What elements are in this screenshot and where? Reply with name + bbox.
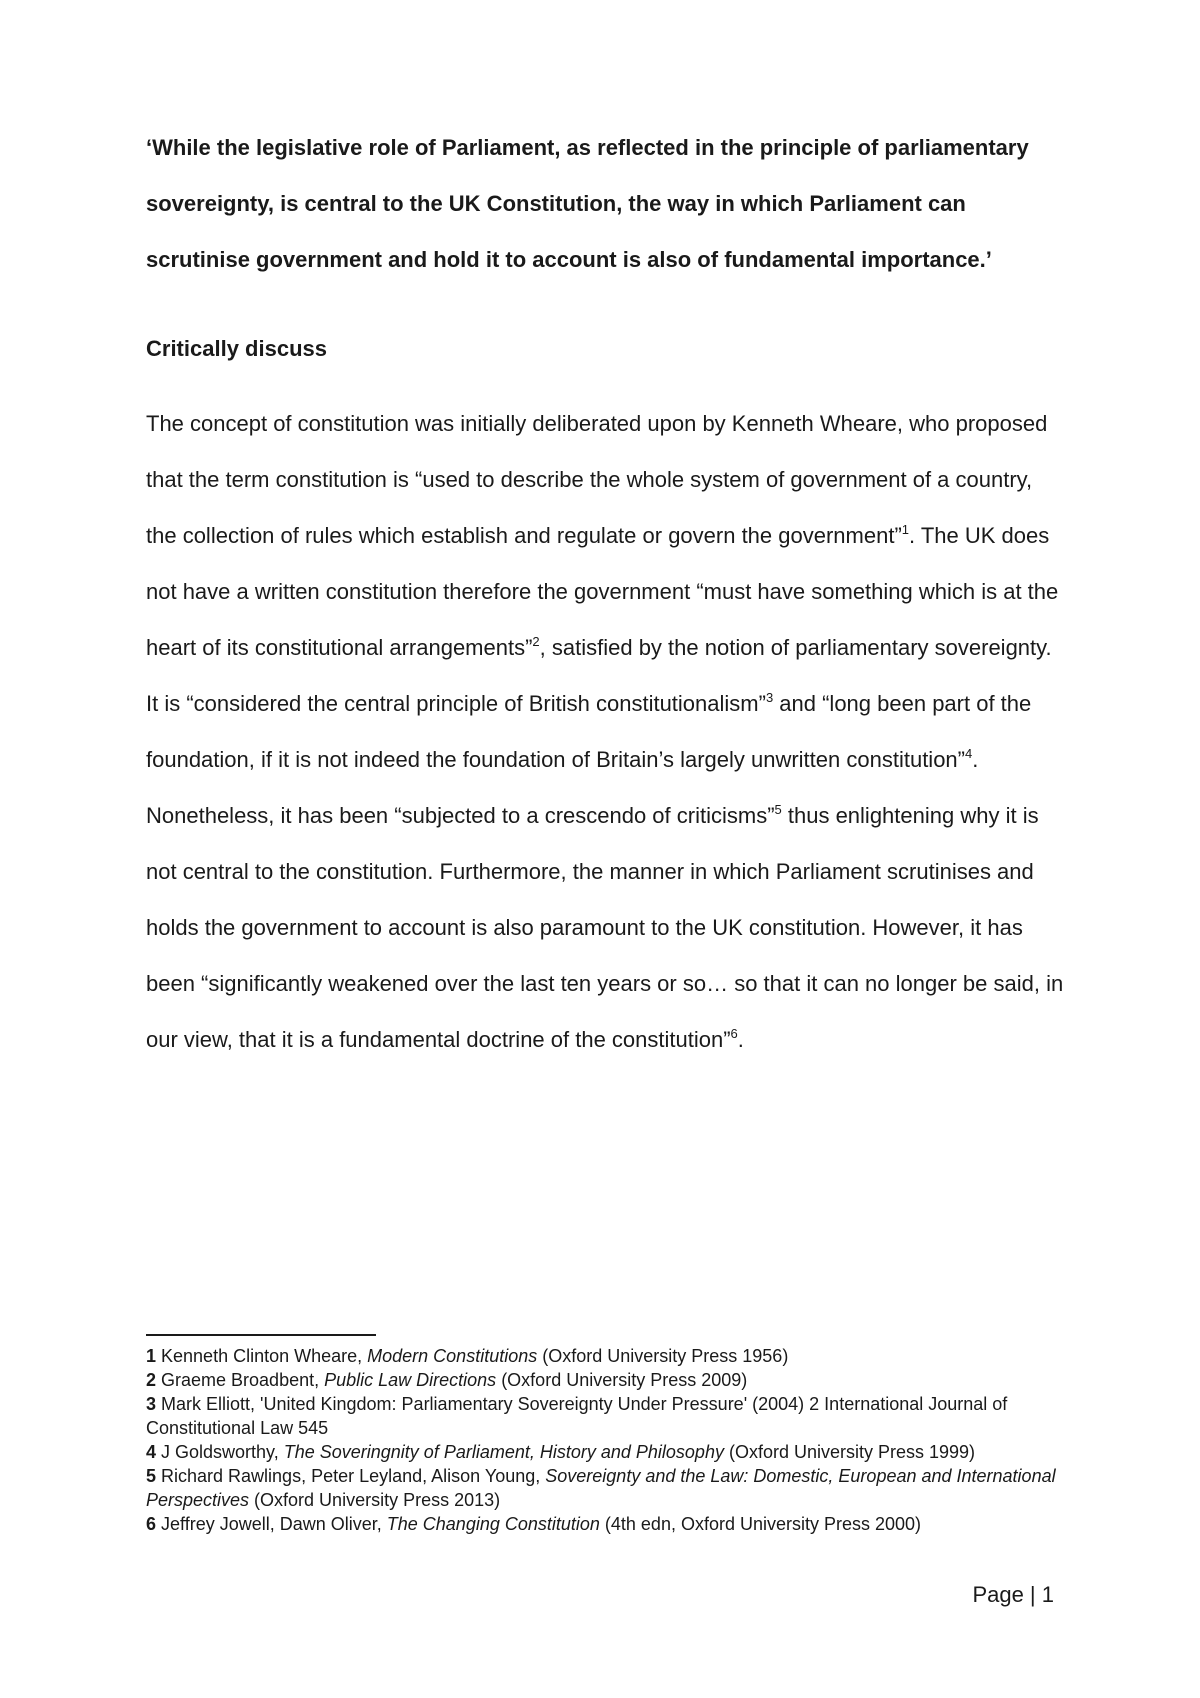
footnote-number: 6 xyxy=(146,1514,157,1534)
footnote-text: Graeme Broadbent, xyxy=(156,1370,325,1390)
footnote-ref-3: 3 xyxy=(765,690,774,705)
footnote-ref-4: 4 xyxy=(964,746,973,761)
body-text-3: , satisfied by the notion of parliamentary sovereignty. It is “considered the central principle of British constitutionalism” xyxy=(146,635,1052,716)
page-number: Page | 1 xyxy=(972,1582,1054,1607)
essay-question: ‘While the legislative role of Parliament, as reflected in the principle of parliamentary sovereignty, is central to the UK Constitution, the way in which Parliament can scrutinise government and hold it to account is also of fundamental importance.’ xyxy=(146,135,1029,272)
footnote-text: (Oxford University Press 2013) xyxy=(249,1490,501,1510)
footnote-text: (Oxford University Press 1999) xyxy=(723,1442,976,1462)
body-text-6: thus enlightening why it is not central to the constitution. Furthermore, the manner in which Parliament scrutinises and holds the government to account is also paramount to the UK constitution. However, it has been “significantly weakened over the last ten years or so… so that it can no longer be said, in our view, that it is a fundamental doctrine of the constitution” xyxy=(146,803,1064,1052)
body-text-2: . The UK does not have a written constitution therefore the government “must have something which is at the heart of its constitutional arrangements” xyxy=(146,523,1059,660)
footnote-title: The Changing Constitution xyxy=(386,1514,600,1534)
footnote-number: 3 xyxy=(146,1394,157,1414)
body-paragraph xyxy=(146,396,1066,1068)
footnote-text: Kenneth Clinton Wheare, xyxy=(156,1346,368,1366)
footnote-text: Jeffrey Jowell, Dawn Oliver, xyxy=(156,1514,387,1534)
footnote-number: 2 xyxy=(146,1370,157,1390)
footnotes xyxy=(146,1344,1076,1536)
footnote xyxy=(146,1440,1076,1464)
footnote-text: Richard Rawlings, Peter Leyland, Alison Young, xyxy=(156,1466,546,1486)
footnote-ref-5: 5 xyxy=(774,802,782,817)
footnote-text: Mark Elliott, 'United Kingdom: Parliamentary Sovereignty Under Pressure' (2004) 2 International Journal of Constitutional Law 545 xyxy=(146,1394,1008,1438)
document-page xyxy=(146,120,1066,1068)
footnote xyxy=(146,1344,1076,1368)
footnote-number: 4 xyxy=(146,1442,157,1462)
body-text-4: and “long been part of the foundation, if it is not indeed the foundation of Britain’s largely unwritten constitution” xyxy=(146,691,1032,772)
footnote-title: Modern Constitutions xyxy=(367,1346,538,1366)
body-text-1: The concept of constitution was initially deliberated upon by Kenneth Wheare, who proposed that the term constitution is “used to describe the whole system of government of a country, the collection of rules which establish and regulate or govern the government” xyxy=(146,411,1048,548)
footnote-number: 1 xyxy=(146,1346,157,1366)
footnote-text: (Oxford University Press 2009) xyxy=(496,1370,748,1390)
footnote-separator xyxy=(146,1334,376,1336)
footnote-text: J Goldsworthy, xyxy=(156,1442,284,1462)
footnote xyxy=(146,1368,1076,1392)
body-text-5: . Nonetheless, it has been “subjected to a crescendo of criticisms” xyxy=(146,747,979,828)
footnote xyxy=(146,1512,1076,1536)
footnote-title: Public Law Directions xyxy=(324,1370,497,1390)
footnote-ref-1: 1 xyxy=(901,522,910,537)
section-heading: Critically discuss xyxy=(146,336,327,361)
footnote-ref-2: 2 xyxy=(532,634,540,649)
footnote-ref-6: 6 xyxy=(730,1026,738,1041)
footnote-title: Sovereignty and the Law: Domestic, European and International Perspectives xyxy=(146,1466,1056,1510)
footnote-title: The Soveringnity of Parliament, History and Philosophy xyxy=(283,1442,724,1462)
footnote-text: (4th edn, Oxford University Press 2000) xyxy=(599,1514,922,1534)
footnote-text: (Oxford University Press 1956) xyxy=(537,1346,789,1366)
footnote xyxy=(146,1392,1076,1440)
body-text-7: . xyxy=(737,1027,744,1052)
footnote xyxy=(146,1464,1076,1512)
footnote-number: 5 xyxy=(146,1466,157,1486)
